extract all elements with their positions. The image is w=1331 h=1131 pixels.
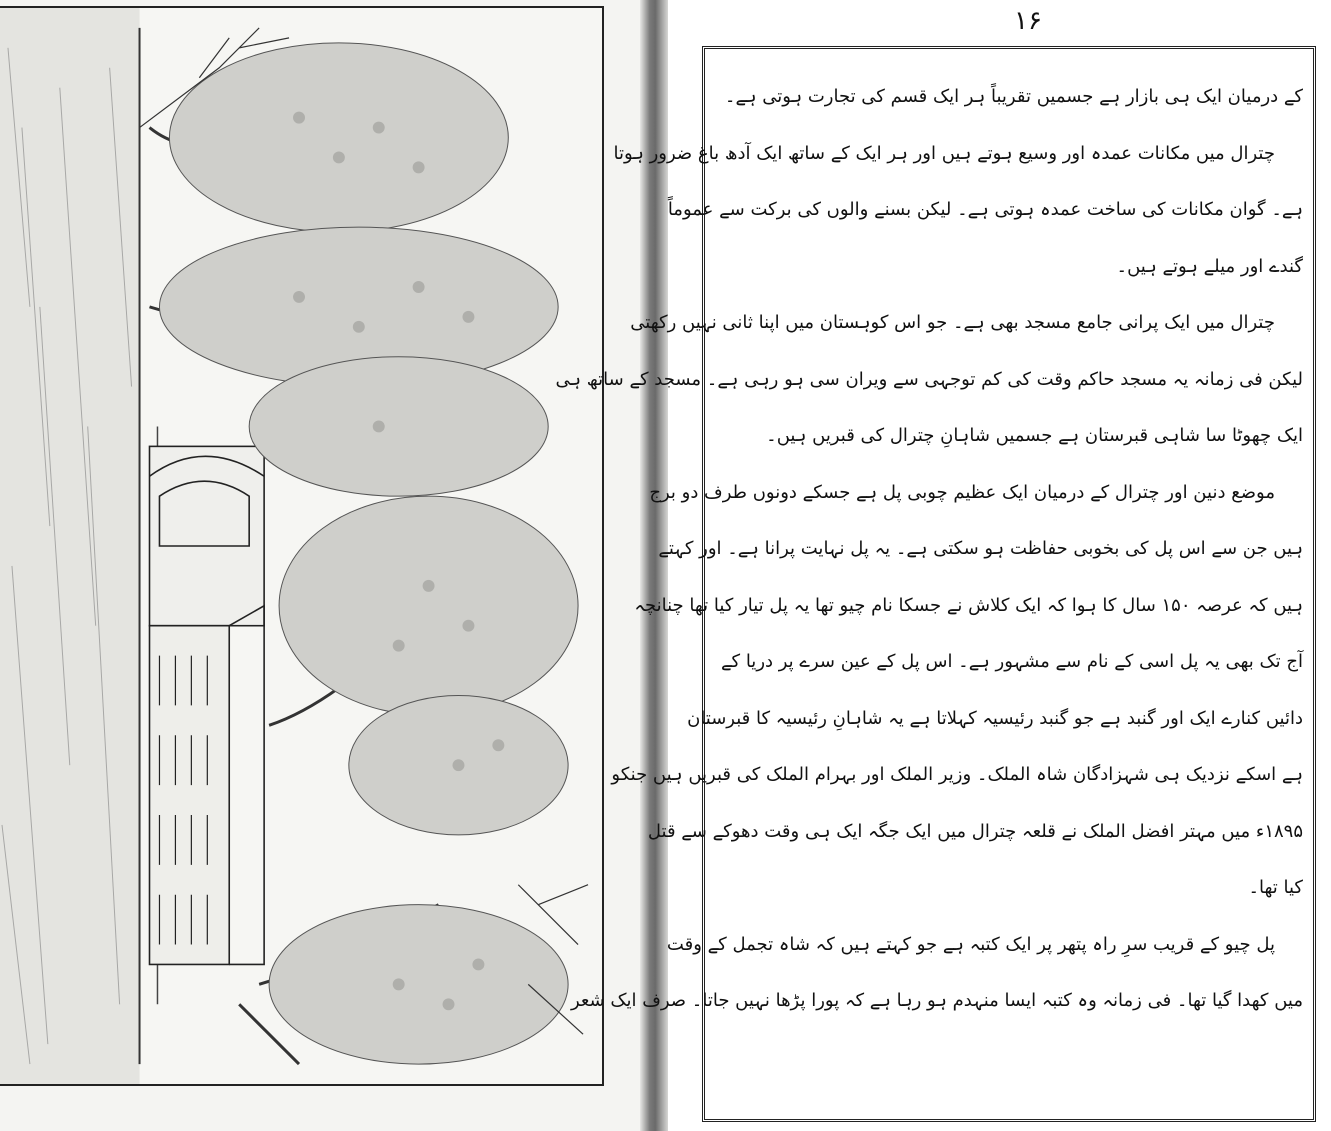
page-number: ۱۶	[1014, 6, 1042, 36]
text-line: کے درمیان ایک ہی بازار ہے جسمیں تقریباً ہر ایک قسم کی تجارت ہوتی ہے۔	[724, 86, 1303, 107]
text-line: گندے اور میلے ہوتے ہیں۔	[1116, 255, 1303, 277]
text-line: لیکن فی زمانہ یہ مسجد حاکم وقت کی کم توجہی سے ویران سی ہو رہی ہے۔ مسجد کے ساتھ ہی	[555, 368, 1303, 390]
text-line: چترال میں ایک پرانی جامع مسجد بھی ہے۔ جو اس کوہستان میں اپنا ثانی نہیں رکھتی	[630, 312, 1275, 333]
mosque-garden-illustration	[0, 6, 604, 1086]
text-frame	[555, 46, 1316, 1122]
text-line: میں کھدا گیا تھا۔ فی زمانہ وہ کتبہ ایسا منہدم ہو رہا ہے کہ پورا پڑھا نہیں جاتا۔ صرف ایک شعر	[570, 990, 1303, 1011]
text-line: دائیں کنارے ایک اور گنبد ہے جو گنبد رئیسیہ کہلاتا ہے یہ شاہانِ رئیسیہ کا قبرستان	[687, 707, 1303, 729]
text-line: ہیں کہ عرصہ ۱۵۰ سال کا ہوا کہ ایک کلاش نے جسکا نام چیو تھا یہ پل تیار کیا تھا چنانچہ	[634, 594, 1303, 616]
text-line: موضع دنین اور چترال کے درمیان ایک عظیم چوبی پل ہے جسکے دونوں طرف دو برج	[649, 481, 1275, 503]
text-page	[555, 0, 1331, 1131]
text-line: ہے اسکے نزدیک ہی شہزادگان شاہ الملک۔ وزیر الملک اور بہرام الملک کی قبریں ہیں جنکو	[611, 764, 1303, 785]
text-line: ہیں جن سے اس پل کی بخوبی حفاظت ہو سکتی ہے۔ یہ پل نہایت پرانا ہے۔ اور کہتے	[658, 538, 1303, 559]
text-line: آج تک بھی یہ پل اسی کے نام سے مشہور ہے۔ اس پل کے عین سرے پر دریا کے	[720, 651, 1303, 672]
text-line: ایک چھوٹا سا شاہی قبرستان ہے جسمیں شاہانِ چترال کی قبریں ہیں۔	[766, 425, 1303, 446]
text-line: پل چیو کے قریب سرِ راہ پتھر پر ایک کتبہ ہے جو کہتے ہیں کہ شاہ تجمل کے وقت	[666, 933, 1275, 955]
page-text	[555, 69, 1303, 1030]
text-line: ۱۸۹۵ء میں مہتر افضل الملک نے قلعہ چترال میں ایک جگہ ایک ہی وقت دھوکے سے قتل	[647, 820, 1303, 842]
text-line: ہے۔ گوان مکانات کی ساخت عمدہ ہوتی ہے۔ لیکن بسنے والوں کی برکت سے عموماً	[667, 199, 1303, 220]
text-line: کیا تھا۔	[1248, 877, 1303, 898]
text-line: چترال میں مکانات عمدہ اور وسیع ہوتے ہیں اور ہر ایک کے ساتھ ایک آدھ باغ ضرور ہوتا	[613, 142, 1275, 164]
illustration-page	[0, 0, 655, 1131]
illustration-drawing	[0, 8, 602, 1084]
